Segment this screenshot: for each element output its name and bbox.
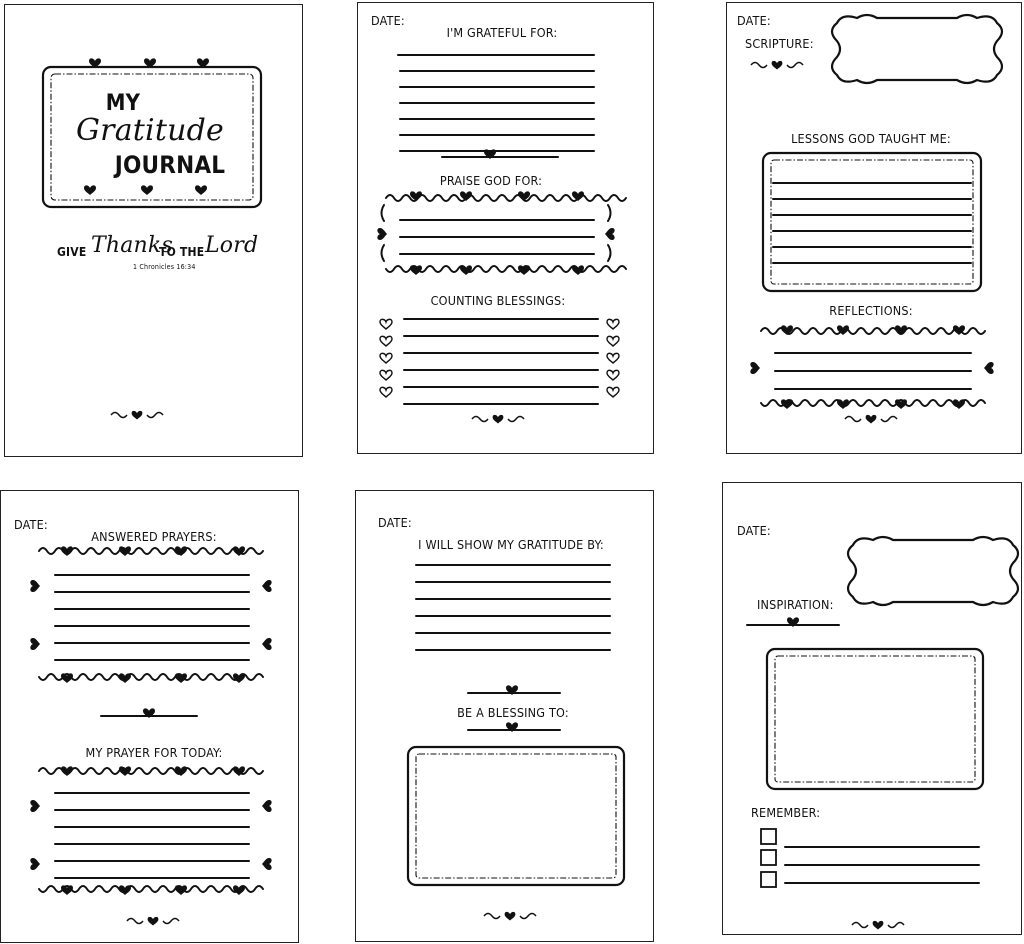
flourish-icon	[127, 917, 179, 926]
heart-icon	[195, 185, 207, 195]
cover-frame	[5, 5, 304, 458]
cover-journal: JOURNAL	[114, 151, 226, 179]
blessings-heading: COUNTING BLESSINGS:	[430, 293, 566, 308]
flourish-icon	[484, 912, 536, 921]
prayer-today-heading: MY PRAYER FOR TODAY:	[85, 745, 223, 760]
scripture-decor	[727, 3, 1023, 455]
grateful-lines	[358, 3, 655, 455]
praise-heading: PRAISE GOD FOR:	[439, 173, 543, 188]
answered-heading: ANSWERED PRAYERS:	[91, 529, 217, 544]
date-label: DATE:	[371, 13, 405, 28]
flourish-icon	[111, 411, 163, 420]
date-label: DATE:	[378, 515, 412, 530]
lessons-heading: LESSONS GOD TAUGHT ME:	[791, 131, 951, 146]
blessing-to-heading: BE A BLESSING TO:	[457, 705, 569, 720]
flourish-icon	[852, 921, 904, 930]
cover-thanks: Thanks	[91, 233, 173, 258]
flourish-icon	[751, 61, 803, 70]
heart-icon	[84, 185, 96, 195]
grateful-page	[357, 2, 654, 454]
grateful-heading: I'M GRATEFUL FOR:	[446, 25, 558, 40]
heart-icon	[141, 185, 153, 195]
cover-my: MY	[105, 91, 141, 116]
flourish-icon	[845, 415, 897, 424]
heart-outline-icon	[380, 319, 619, 397]
show-decor	[356, 491, 655, 943]
cover-give: GIVE	[57, 245, 87, 259]
prayers-page	[0, 490, 299, 943]
show-heading: I WILL SHOW MY GRATITUDE BY:	[418, 537, 604, 552]
inspiration-page	[722, 482, 1022, 935]
inspiration-decor	[723, 483, 1023, 936]
remember-heading: REMEMBER:	[751, 805, 821, 820]
inspiration-bubble	[848, 537, 1018, 605]
reflections-heading: REFLECTIONS:	[829, 303, 913, 318]
show-gratitude-page	[355, 490, 654, 942]
date-label: DATE:	[14, 517, 48, 532]
cover-to-the: TO THE	[159, 245, 205, 259]
cover-gratitude: Gratitude	[76, 113, 224, 148]
inspiration-heading: INSPIRATION:	[757, 597, 834, 612]
date-label: DATE:	[737, 13, 771, 28]
cover-lord: Lord	[205, 233, 259, 258]
checkbox-icon	[761, 829, 776, 887]
scripture-page	[726, 2, 1022, 454]
date-label: DATE:	[737, 523, 771, 538]
scripture-heading: SCRIPTURE:	[745, 36, 814, 51]
cover-verse: 1 Chronicles 16:34	[133, 263, 196, 271]
prayers-decor	[1, 491, 300, 944]
flourish-icon	[472, 415, 524, 424]
cover-page	[4, 4, 303, 457]
scripture-bubble	[832, 15, 1002, 83]
